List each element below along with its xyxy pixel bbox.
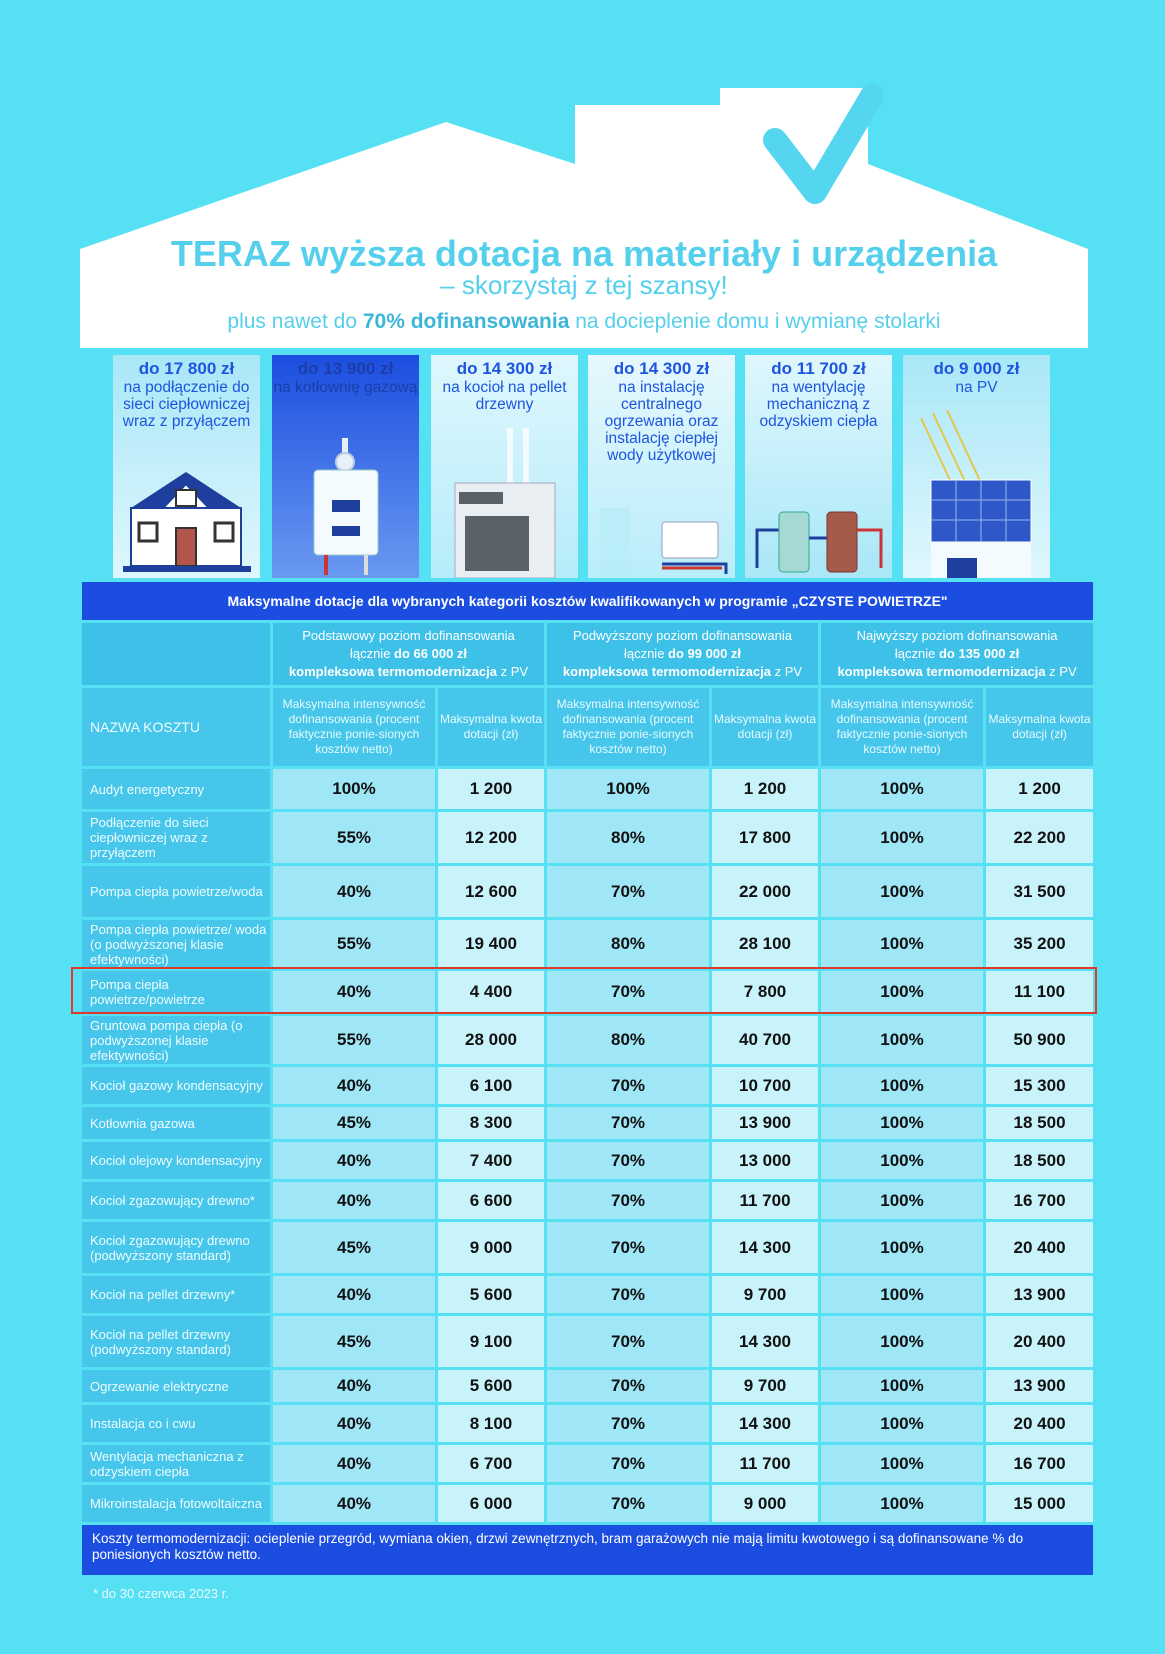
percent-cell: 40% (273, 971, 435, 1013)
table-banner: Maksymalne dotacje dla wybranych kategorii kosztów kwalifikowanych w programie „CZYSTE POWIETRZE" (82, 582, 1093, 620)
tagline-post: na docieplenie domu i wymianę stolarki (575, 310, 941, 333)
level-scope: kompleksowa termomodernizacja z PV (562, 664, 803, 679)
amount-cell: 4 400 (438, 971, 544, 1013)
sub-header-amount: Maksymalna kwota dotacji (zł) (438, 688, 544, 766)
percent-cell: 100% (821, 866, 983, 917)
amount-cell: 28 100 (712, 920, 818, 968)
page-title: TERAZ wyższa dotacja na materiały i urządzenia (170, 233, 998, 274)
level-total: łącznie do 135 000 zł (894, 646, 1020, 661)
percent-cell: 70% (547, 1276, 709, 1313)
percent-cell: 100% (821, 1405, 983, 1442)
amount-cell: 18 500 (986, 1107, 1093, 1139)
amount-cell: 8 300 (438, 1107, 544, 1139)
panel-desc: na instalację centralnego ogrzewania oraz instalację ciepłej wody użytkowej (604, 379, 719, 464)
page-subtitle: – skorzystaj z tej szansy! (440, 270, 728, 300)
panel-amount: do 11 700 zł (771, 359, 866, 378)
table-row (82, 1222, 1093, 1273)
row-name: Pompa ciepła powietrze/powietrze (82, 971, 270, 1013)
amount-cell: 31 500 (986, 866, 1093, 917)
tagline-bold: 70% dofinansowania (362, 310, 570, 333)
amount-cell: 14 300 (712, 1222, 818, 1273)
percent-cell: 100% (821, 1067, 983, 1104)
amount-cell: 9 700 (712, 1370, 818, 1402)
highlight-box (71, 967, 1097, 1014)
amount-cell: 9 000 (438, 1222, 544, 1273)
row-name: Gruntowa pompa ciepła (o podwyższonej klasie efektywności) (82, 1016, 270, 1064)
amount-cell: 22 000 (712, 866, 818, 917)
row-name: Kocioł zgazowujący drewno* (82, 1182, 270, 1219)
table-row (82, 769, 1093, 809)
percent-cell: 70% (547, 866, 709, 917)
percent-cell: 100% (547, 769, 709, 809)
percent-cell: 100% (821, 971, 983, 1013)
percent-cell: 40% (273, 1445, 435, 1482)
amount-cell: 7 800 (712, 971, 818, 1013)
percent-cell: 70% (547, 1485, 709, 1522)
percent-cell: 40% (273, 1370, 435, 1402)
amount-cell: 1 200 (438, 769, 544, 809)
percent-cell: 70% (547, 1370, 709, 1402)
panel-heat-network (113, 355, 260, 578)
panel-amount: do 13 900 zł (297, 359, 394, 378)
percent-cell: 55% (273, 1016, 435, 1064)
percent-cell: 80% (547, 1016, 709, 1064)
amount-cell: 40 700 (712, 1016, 818, 1064)
amount-cell: 9 000 (712, 1485, 818, 1522)
amount-cell: 9 100 (438, 1316, 544, 1367)
table-row (82, 1316, 1093, 1367)
percent-cell: 70% (547, 1405, 709, 1442)
percent-cell: 100% (821, 1485, 983, 1522)
amount-cell: 22 200 (986, 812, 1093, 863)
amount-cell: 5 600 (438, 1370, 544, 1402)
table-row (82, 1182, 1093, 1219)
amount-cell: 20 400 (986, 1316, 1093, 1367)
table-row (82, 1445, 1093, 1482)
gas-boiler-icon (272, 418, 419, 578)
amount-cell: 12 600 (438, 866, 544, 917)
amount-cell: 11 100 (986, 971, 1093, 1013)
row-name: Kotłownia gazowa (82, 1107, 270, 1139)
level-header-highest (821, 623, 1093, 685)
tagline-pre: plus nawet do (227, 310, 357, 333)
row-name: Kocioł gazowy kondensacyjny (82, 1067, 270, 1104)
table-row (82, 1485, 1093, 1522)
percent-cell: 45% (273, 1316, 435, 1367)
percent-cell: 40% (273, 866, 435, 917)
table-footer-note: Koszty termomodernizacji: ocieplenie przegród, wymiana okien, drzwi zewnętrznych, bram garażowych nie mają limitu kwotowego i są dofinansowane % do poniesionych kosztów netto. (82, 1525, 1093, 1575)
row-name: Podłączenie do sieci ciepłowniczej wraz z przyłączem (82, 812, 270, 863)
amount-cell: 50 900 (986, 1016, 1093, 1064)
level-total: łącznie do 66 000 zł (349, 646, 468, 661)
percent-cell: 40% (273, 1405, 435, 1442)
level-scope: kompleksowa termomodernizacja z PV (288, 664, 529, 679)
sub-header-pct: Maksymalna intensywność dofinansowania (procent faktycznie ponie-sionych kosztów netto) (821, 688, 983, 766)
percent-cell: 100% (821, 1222, 983, 1273)
percent-cell: 40% (273, 1485, 435, 1522)
level-total: łącznie do 99 000 zł (623, 646, 742, 661)
amount-cell: 13 900 (986, 1276, 1093, 1313)
panel-desc: na kocioł na pellet drzewny (442, 379, 567, 413)
row-name: Audyt energetyczny (82, 769, 270, 809)
percent-cell: 70% (547, 971, 709, 1013)
amount-cell: 13 000 (712, 1142, 818, 1179)
amount-cell: 20 400 (986, 1222, 1093, 1273)
empty-corner-cell (82, 623, 270, 685)
percent-cell: 80% (547, 812, 709, 863)
percent-cell: 100% (821, 1182, 983, 1219)
amount-cell: 28 000 (438, 1016, 544, 1064)
amount-cell: 17 800 (712, 812, 818, 863)
radiator-icon (588, 508, 735, 578)
amount-cell: 11 700 (712, 1182, 818, 1219)
amount-cell: 6 000 (438, 1485, 544, 1522)
pellet-boiler-icon (431, 428, 578, 578)
amount-cell: 15 000 (986, 1485, 1093, 1522)
sub-header-pct: Maksymalna intensywność dofinansowania (procent faktycznie ponie-sionych kosztów netto) (547, 688, 709, 766)
level-scope: kompleksowa termomodernizacja z PV (837, 664, 1077, 679)
amount-cell: 12 200 (438, 812, 544, 863)
panel-central-heating (588, 355, 735, 578)
row-name: Instalacja co i cwu (82, 1405, 270, 1442)
amount-cell: 11 700 (712, 1445, 818, 1482)
percent-cell: 70% (547, 1142, 709, 1179)
panel-amount: do 9 000 zł (933, 359, 1020, 378)
percent-cell: 70% (547, 1067, 709, 1104)
amount-cell: 13 900 (986, 1370, 1093, 1402)
amount-cell: 8 100 (438, 1405, 544, 1442)
amount-cell: 16 700 (986, 1182, 1093, 1219)
row-name: Pompa ciepła powietrze/woda (82, 866, 270, 917)
table-row (82, 1067, 1093, 1104)
sub-header-amount: Maksymalna kwota dotacji (zł) (712, 688, 818, 766)
amount-cell: 20 400 (986, 1405, 1093, 1442)
house-icon (113, 468, 260, 578)
panel-ventilation (745, 355, 892, 578)
percent-cell: 100% (821, 1316, 983, 1367)
table-row (82, 1142, 1093, 1179)
percent-cell: 100% (273, 769, 435, 809)
amount-cell: 6 600 (438, 1182, 544, 1219)
percent-cell: 100% (821, 1445, 983, 1482)
subsidy-table (79, 579, 1096, 1578)
percent-cell: 100% (821, 769, 983, 809)
percent-cell: 55% (273, 920, 435, 968)
panel-desc: na PV (955, 379, 998, 396)
panel-gas-boiler-room (272, 355, 419, 578)
percent-cell: 40% (273, 1067, 435, 1104)
table-row (82, 1405, 1093, 1442)
percent-cell: 100% (821, 920, 983, 968)
percent-cell: 55% (273, 812, 435, 863)
panel-pellet-boiler (431, 355, 578, 578)
amount-cell: 19 400 (438, 920, 544, 968)
percent-cell: 70% (547, 1182, 709, 1219)
percent-cell: 100% (821, 812, 983, 863)
percent-cell: 40% (273, 1142, 435, 1179)
table-row (82, 812, 1093, 863)
table-row (82, 1276, 1093, 1313)
amount-cell: 15 300 (986, 1067, 1093, 1104)
percent-cell: 100% (821, 1370, 983, 1402)
row-name: Kocioł zgazowujący drewno (podwyższony standard) (82, 1222, 270, 1273)
amount-cell: 5 600 (438, 1276, 544, 1313)
percent-cell: 70% (547, 1222, 709, 1273)
row-name: Kocioł na pellet drzewny (podwyższony standard) (82, 1316, 270, 1367)
ventilation-unit-icon (745, 498, 892, 578)
tagline (80, 310, 1088, 334)
panel-desc: na podłączenie do sieci ciepłowniczej wraz z przyłączem (122, 379, 251, 430)
percent-cell: 100% (821, 1276, 983, 1313)
level-header-basic (273, 623, 544, 685)
row-name: Ogrzewanie elektryczne (82, 1370, 270, 1402)
sub-header-amount: Maksymalna kwota dotacji (zł) (986, 688, 1093, 766)
percent-cell: 100% (821, 1142, 983, 1179)
percent-cell: 45% (273, 1107, 435, 1139)
panel-amount: do 14 300 zł (613, 359, 710, 378)
percent-cell: 45% (273, 1222, 435, 1273)
row-name: Kocioł olejowy kondensacyjny (82, 1142, 270, 1179)
amount-cell: 13 900 (712, 1107, 818, 1139)
table-row (82, 1107, 1093, 1139)
amount-cell: 6 100 (438, 1067, 544, 1104)
panel-desc: na kotłownię gazową (273, 379, 418, 396)
percent-cell: 40% (273, 1276, 435, 1313)
table-row (82, 1370, 1093, 1402)
panel-desc: na wentylację mechaniczną z odzyskiem ciepła (759, 379, 878, 430)
panel-pv (903, 355, 1050, 578)
percent-cell: 80% (547, 920, 709, 968)
panel-amount: do 14 300 zł (456, 359, 553, 378)
amount-cell: 14 300 (712, 1405, 818, 1442)
amount-cell: 6 700 (438, 1445, 544, 1482)
level-title: Podwyższony poziom dofinansowania (573, 628, 792, 643)
percent-cell: 100% (821, 1016, 983, 1064)
sub-header-pct: Maksymalna intensywność dofinansowania (procent faktycznie ponie-sionych kosztów netto) (273, 688, 435, 766)
amount-cell: 18 500 (986, 1142, 1093, 1179)
amount-cell: 1 200 (986, 769, 1093, 809)
percent-cell: 40% (273, 1182, 435, 1219)
solar-panel-icon (903, 408, 1050, 578)
table-row (82, 1016, 1093, 1064)
percent-cell: 70% (547, 1445, 709, 1482)
row-name: Pompa ciepła powietrze/ woda (o podwyższonej klasie efektywności) (82, 920, 270, 968)
table-row (82, 866, 1093, 917)
amount-cell: 35 200 (986, 920, 1093, 968)
amount-cell: 9 700 (712, 1276, 818, 1313)
level-title: Podstawowy poziom dofinansowania (302, 628, 515, 643)
row-name: Mikroinstalacja fotowoltaiczna (82, 1485, 270, 1522)
amount-cell: 10 700 (712, 1067, 818, 1104)
level-title: Najwyższy poziom dofinansowania (856, 628, 1058, 643)
house-roof-shape (0, 0, 1165, 360)
amount-cell: 7 400 (438, 1142, 544, 1179)
amount-cell: 1 200 (712, 769, 818, 809)
percent-cell: 70% (547, 1316, 709, 1367)
footnote: * do 30 czerwca 2023 r. (93, 1586, 229, 1601)
percent-cell: 100% (821, 1107, 983, 1139)
amount-cell: 14 300 (712, 1316, 818, 1367)
table-row (82, 920, 1093, 968)
percent-cell: 70% (547, 1107, 709, 1139)
amount-cell: 16 700 (986, 1445, 1093, 1482)
name-column-header: NAZWA KOSZTU (82, 688, 270, 766)
row-name: Wentylacja mechaniczna z odzyskiem ciepła (82, 1445, 270, 1482)
row-name: Kocioł na pellet drzewny* (82, 1276, 270, 1313)
panel-amount: do 17 800 zł (138, 359, 235, 378)
level-header-raised (547, 623, 818, 685)
